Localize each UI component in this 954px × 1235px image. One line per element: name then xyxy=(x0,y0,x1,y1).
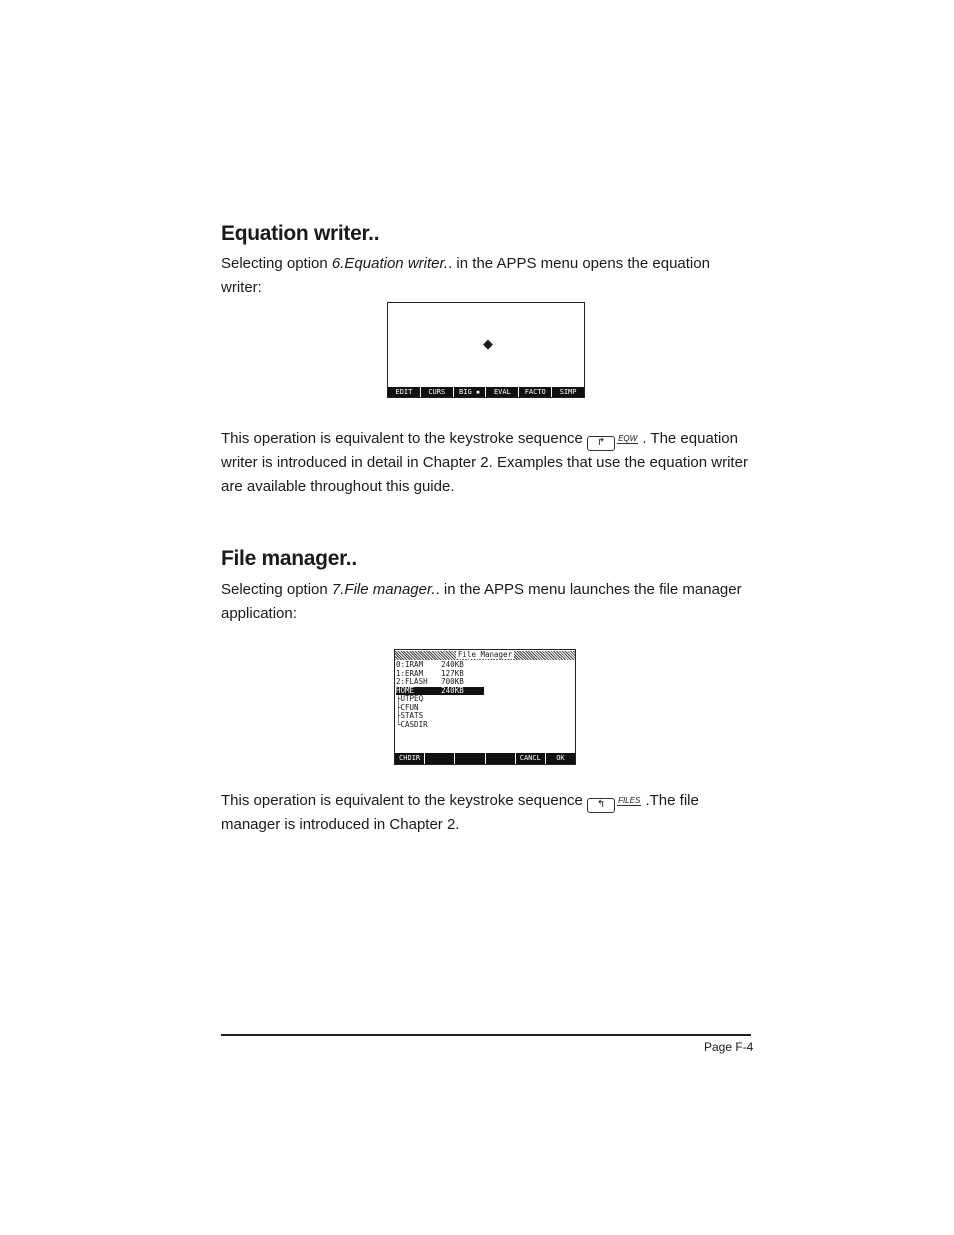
softkey-simp: SIMP xyxy=(552,387,584,397)
softkey-edit: EDIT xyxy=(388,387,420,397)
equation-writer-intro: Selecting option 6.Equation writer.. in the APPS menu opens the equation writer: xyxy=(221,255,710,296)
softkey-chdir: CHDIR xyxy=(395,753,424,764)
footer-rule xyxy=(221,1034,751,1036)
softkey-menu xyxy=(388,387,584,397)
cursor-icon: ◆ xyxy=(483,336,493,351)
softkey-blank xyxy=(455,753,484,764)
equation-writer-heading: Equation writer.. xyxy=(221,222,380,245)
equation-writer-screen xyxy=(387,302,585,398)
right-shift-key-icon: ↱ xyxy=(587,436,615,451)
list-item: 1:ERAM 127KB xyxy=(396,668,464,678)
softkey-eval: EVAL xyxy=(486,387,518,397)
softkey-big: BIG ▪ xyxy=(454,387,486,397)
softkey-curs: CURS xyxy=(421,387,453,397)
softkey-ok: OK xyxy=(546,753,575,764)
list-item: └CASDIR xyxy=(396,719,428,729)
page-number: Page F-4 xyxy=(704,1040,754,1054)
equation-writer-keystroke-paragraph: This operation is equivalent to the keystroke sequence ↱ EQW . The equation writer is introduced in detail in Chapter 2. Examples that use the equation writer are available throughout this guide. xyxy=(221,430,748,495)
left-shift-key-icon: ↰ xyxy=(587,798,615,813)
softkey-menu xyxy=(395,753,575,764)
files-key-label: FILES xyxy=(618,796,641,805)
file-manager-title-bar: File Manager xyxy=(395,651,575,660)
file-manager-screen xyxy=(394,649,576,765)
file-manager-keystroke-paragraph: This operation is equivalent to the keystroke sequence ↰ FILES .The file manager is introduced in Chapter 2. xyxy=(221,792,699,833)
file-manager-list xyxy=(396,661,484,729)
list-item-selected: HOME 240KB xyxy=(396,687,484,696)
softkey-cancel: CANCL xyxy=(516,753,545,764)
softkey-blank xyxy=(486,753,515,764)
softkey-blank xyxy=(425,753,454,764)
list-item: ├STATS xyxy=(396,711,424,720)
file-manager-heading: File manager.. xyxy=(221,547,357,570)
eqw-key-label: EQW xyxy=(618,434,638,443)
list-item: 0:IRAM 240KB xyxy=(396,660,464,669)
list-item: 2:FLASH 700KB xyxy=(396,677,464,686)
file-manager-intro: Selecting option 7.File manager.. in the APPS menu launches the file manager application: xyxy=(221,581,742,622)
softkey-facto: FACTO xyxy=(519,387,551,397)
list-item: ├CFUN xyxy=(396,702,419,712)
list-item: ├UTPEQ xyxy=(396,694,424,703)
